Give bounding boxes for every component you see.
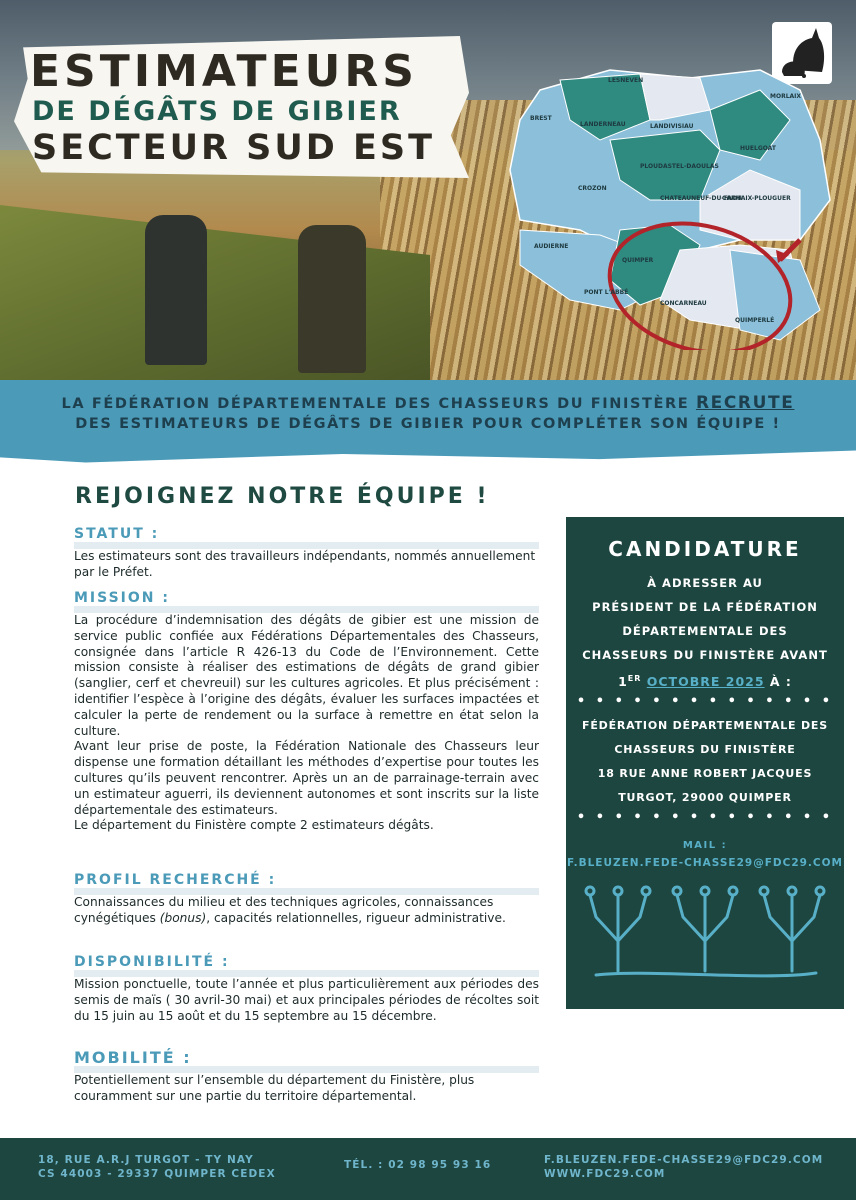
statut-text: Les estimateurs sont des travailleurs indépendants, nommés annuellement par le Préfet. [74, 549, 536, 579]
section-profil [74, 872, 539, 927]
section-mobilite [74, 1050, 539, 1105]
addr-line-1: FÉDÉRATION DÉPARTEMENTALE DES [582, 719, 828, 733]
mobilite-text: Potentiellement sur l’ensemble du département du Finistère, plus couramment sur une partie du territoire départemental. [74, 1073, 475, 1103]
addr-line-4: TURGOT, 29000 QUIMPER [618, 791, 792, 805]
disponibilite-text: Mission ponctuelle, toute l’année et plus particulièrement aux périodes des semis de maïs ( 30 avril-30 mai) et aux principales périodes de récoltes soit du 15 juin au 15 août et du 15 septembre au 15 décembre. [74, 977, 539, 1023]
addr-line-3: 18 RUE ANNE ROBERT JACQUES [597, 767, 813, 781]
join-heading: REJOIGNEZ NOTRE ÉQUIPE ! [75, 484, 490, 509]
footer-contact [544, 1153, 823, 1181]
disponibilite-title: DISPONIBILITÉ : [74, 954, 539, 977]
footer-website[interactable]: WWW.FDC29.COM [544, 1168, 666, 1180]
map-label-ploudastel: PLOUDASTEL-DAOULAS [640, 163, 719, 170]
mission-p1: La procédure d’indemnisation des dégâts de gibier est une mission de service public confiée aux Fédérations Départementales des Chasseurs, consignée dans l’article R 426-13 du Code de l’Environnement. Cette mission consiste à réaliser des estimations de dégâts de grand gibier (sanglier, cerf et chevreuil) sur les cultures agricoles. Et plus précisément : identifier l’espèce à l’origine des dégâts, évaluer les surfaces impactées et calculer la perte de rendement ou la surface à remettre en état selon la culture. [74, 613, 539, 738]
map-label-lesneven: LESNEVEN [608, 77, 644, 84]
cand-line-2: PRÉSIDENT DE LA FÉDÉRATION [592, 600, 818, 614]
finistere-map [500, 50, 840, 350]
candidature-title: CANDIDATURE [608, 537, 802, 561]
map-label-pontlabbe: PONT L'ABBÉ [584, 289, 629, 296]
candidature-box [566, 517, 844, 1009]
section-disponibilite [74, 954, 539, 1024]
candidature-body [566, 571, 844, 694]
profil-text [74, 895, 539, 927]
title-line-2: DE DÉGÂTS DE GIBIER [32, 96, 402, 127]
mail-label: MAIL : [682, 840, 728, 852]
footer-email[interactable]: F.BLEUZEN.FEDE-CHASSE29@FDC29.COM [544, 1154, 824, 1166]
footer-addr-1: 18, RUE A.R.J TURGOT - TY NAY [38, 1154, 254, 1166]
statut-title: STATUT : [74, 526, 539, 549]
footer-addr-2: CS 44003 - 29337 QUIMPER CEDEX [38, 1168, 276, 1180]
section-statut [74, 526, 539, 581]
mail-link[interactable]: F.BLEUZEN.FEDE-CHASSE29@FDC29.COM [567, 857, 843, 870]
map-label-chateauneuf: CHATEAUNEUF-DU-FAOU [660, 195, 742, 202]
map-label-audierne: AUDIERNE [534, 243, 569, 250]
cand-line-1: À ADRESSER AU [647, 576, 763, 590]
map-label-landivisiau: LANDIVISIAU [650, 123, 694, 130]
map-label-concarneau: CONCARNEAU [660, 300, 707, 307]
mission-title: MISSION : [74, 590, 539, 613]
map-label-brest: BREST [530, 115, 552, 122]
profil-text-bonus: (bonus) [159, 910, 207, 925]
map-label-quimperle: QUIMPERLÉ [735, 317, 775, 324]
person-left [145, 215, 207, 365]
footer-address [38, 1153, 276, 1181]
profil-text-b: , capacités relationnelles, rigueur administrative. [206, 910, 506, 925]
cand-line-3: DÉPARTEMENTALE DES [622, 624, 788, 638]
map-label-huelgoat: HUELGOAT [740, 145, 776, 152]
title-line-3: SECTEUR SUD EST [32, 128, 435, 168]
mobilite-title: MOBILITÉ : [74, 1050, 539, 1073]
map-label-morlaix: MORLAIX [770, 93, 802, 100]
map-label-landerneau: LANDERNEAU [580, 121, 626, 128]
dots-separator-2: • • • • • • • • • • • • • • [576, 810, 834, 826]
title-line-1: ESTIMATEURS [30, 46, 418, 97]
profil-text-a: Connaissances du milieu et des techniques agricoles, connaissances cynégétiques [74, 895, 494, 925]
map-label-crozon: CROZON [578, 185, 607, 192]
map-label-quimper: QUIMPER [622, 257, 654, 264]
candidature-address [566, 714, 844, 810]
section-mission [74, 590, 539, 834]
recruit-banner-text [0, 393, 856, 434]
footer-phone[interactable]: TÉL. : 02 98 95 93 16 [344, 1159, 492, 1171]
cand-date-month: OCTOBRE 2025 [646, 674, 765, 690]
banner-line-1: LA FÉDÉRATION DÉPARTEMENTALE DES CHASSEURS DU FINISTÈRE [61, 396, 690, 412]
mission-p2: Avant leur prise de poste, la Fédération Nationale des Chasseurs leur dispense une formation détaillant les méthodes d’expertise pour toutes les cultures qu’ils peuvent rencontrer. Après un an de parrainage-terrain avec un estimateur aguerri, ils deviennent autonomes et sont inscrits sur la liste départementale des estimateurs. [74, 739, 539, 817]
footer [0, 1138, 856, 1200]
profil-title: PROFIL RECHERCHÉ : [74, 872, 539, 895]
cand-date-sup: ER [627, 674, 642, 683]
cand-date-after: À : [764, 674, 792, 690]
cand-date-num: 1 [618, 674, 628, 690]
plant-sprout-icon [566, 883, 844, 993]
banner-recrute: RECRUTE [695, 393, 795, 413]
addr-line-2: CHASSEURS DU FINISTÈRE [614, 743, 796, 757]
person-right [298, 225, 366, 373]
mission-p3: Le département du Finistère compte 2 estimateurs dégâts. [74, 818, 434, 833]
dots-separator-1: • • • • • • • • • • • • • • [576, 694, 834, 710]
cand-line-4: CHASSEURS DU FINISTÈRE AVANT [582, 648, 828, 662]
cand-date [566, 667, 844, 694]
banner-line-2: DES ESTIMATEURS DE DÉGÂTS DE GIBIER POUR COMPLÉTER SON ÉQUIPE ! [75, 416, 781, 432]
map-label-carhaix: CARHAIX-PLOUGUER [722, 195, 791, 202]
